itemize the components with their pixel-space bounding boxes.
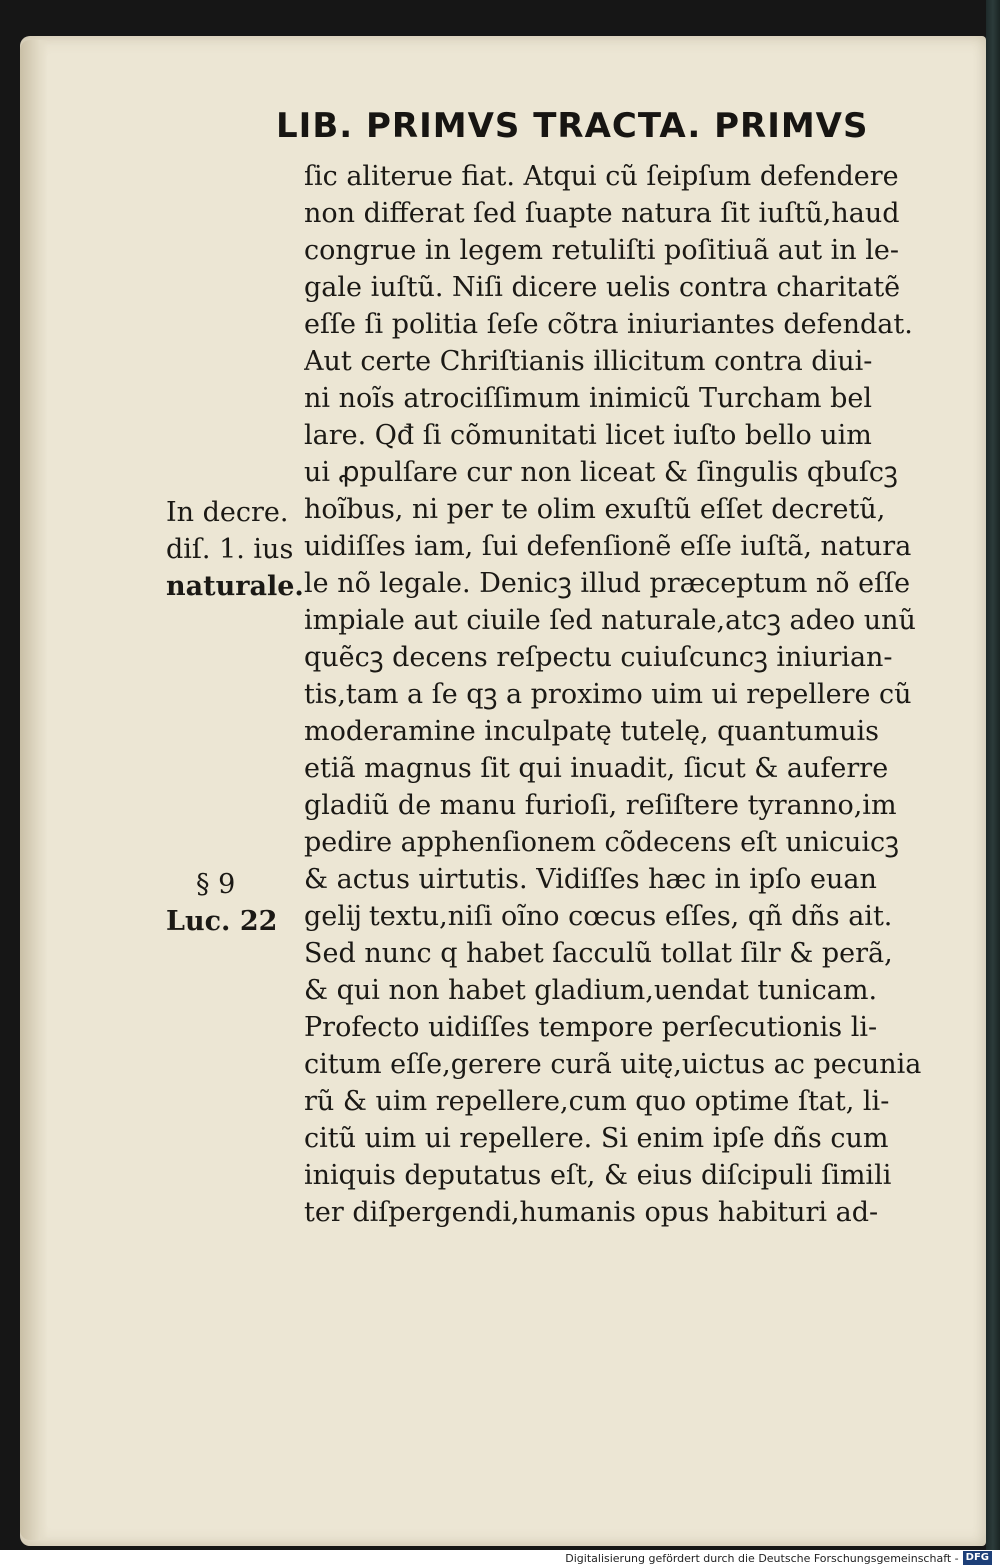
text-line: pedire apphenſionem cõdecens eſt unicuicꝫ (304, 827, 899, 858)
text-line: ter diſpergendi,humanis opus habituri ad- (304, 1197, 879, 1228)
text-line: Profecto uidiſſes tempore perſecutionis li- (304, 1012, 878, 1043)
margin-note-luke (166, 866, 277, 940)
text-line: Sed nunc q habet ſacculũ tollat ſilr & perã, (304, 938, 893, 969)
text-line: gelĳ textu,niſi oĩno cœcus eſſes, qñ dñs ait. (304, 901, 893, 932)
text-line: rũ & uim repellere,cum quo optime ſtat, li- (304, 1086, 890, 1117)
footer-credit-text: Digitalisierung gefördert durch die Deutsche Forschungsgemeinschaft - (565, 1551, 959, 1565)
book-cover-edge (986, 0, 1000, 1550)
text-line: iniquis deputatus eſt, & eius diſcipuli ſimili (304, 1160, 892, 1191)
text-line: ſic aliterue fiat. Atqui cũ ſeipſum defendere (304, 161, 899, 192)
text-line: tis,tam a ſe qꝫ a proximo uim ui repellere cũ (304, 679, 912, 710)
text-line: congrue in legem retuliſti poſitiuã aut in le- (304, 235, 900, 266)
text-line: Aut certe Chriſtianis illicitum contra diui- (304, 346, 873, 377)
margin-note-line: § 9 (196, 869, 236, 900)
text-line: gladiũ de manu furioſi, reſiſtere tyranno,im (304, 790, 897, 821)
text-line: le nõ legale. Denicꝫ illud præceptum nõ eſſe (304, 568, 911, 599)
running-head: LIB. PRIMVS TRACTA. PRIMVS (276, 106, 869, 146)
text-line: uidiſſes iam, ſui defenſionẽ eſſe iuſtã, natura (304, 531, 912, 562)
text-line: impiale aut ciuile ſed naturale,atcꝫ adeo unũ (304, 605, 916, 636)
text-line: citum eſſe,gerere curã uitę,uictus ac pecunia (304, 1049, 922, 1080)
footer-credit (565, 1551, 992, 1565)
text-line: ni noĩs atrociſſimum inimicũ Turcham bel (304, 383, 872, 414)
page-gutter-shadow (20, 40, 48, 1540)
text-line: etiã magnus ſit qui inuadit, ſicut & auferre (304, 753, 889, 784)
text-line: hoĩbus, ni per te olim exuſtũ eſſet decretũ, (304, 494, 886, 525)
text-line: eſſe ſi politia ſeſe cõtra iniuriantes defendat. (304, 309, 913, 340)
text-line: & qui non habet gladium,uendat tunicam. (304, 975, 878, 1006)
text-line: citũ uim ui repellere. Si enim ipſe dñs cum (304, 1123, 889, 1154)
text-line: gale iuſtũ. Niſi dicere uelis contra charitatẽ (304, 272, 901, 303)
margin-note-line: diſ. 1. ius (166, 534, 294, 565)
margin-note-line: Luc. 22 (166, 906, 278, 937)
dfg-logo-icon: DFG (963, 1551, 992, 1565)
text-line: quẽcꝫ decens reſpectu cuiuſcuncꝫ iniurian- (304, 642, 893, 673)
text-line: moderamine inculpatę tutelę, quantumuis (304, 716, 880, 747)
text-line: lare. Qđ ſi cõmunitati licet iuſto bello uim (304, 420, 872, 451)
text-line: & actus uirtutis. Vidiſſes hæc in ipſo euan (304, 864, 877, 895)
main-text-block (304, 158, 944, 1231)
margin-note-line: naturale. (166, 571, 304, 602)
text-line: ui ꝓpulſare cur non liceat & ſingulis qbuſcꝫ (304, 457, 898, 488)
margin-note-decretum (166, 494, 304, 605)
text-line: non differat ſed ſuapte natura ſit iuſtũ,haud (304, 198, 900, 229)
margin-note-line: In decre. (166, 497, 289, 528)
